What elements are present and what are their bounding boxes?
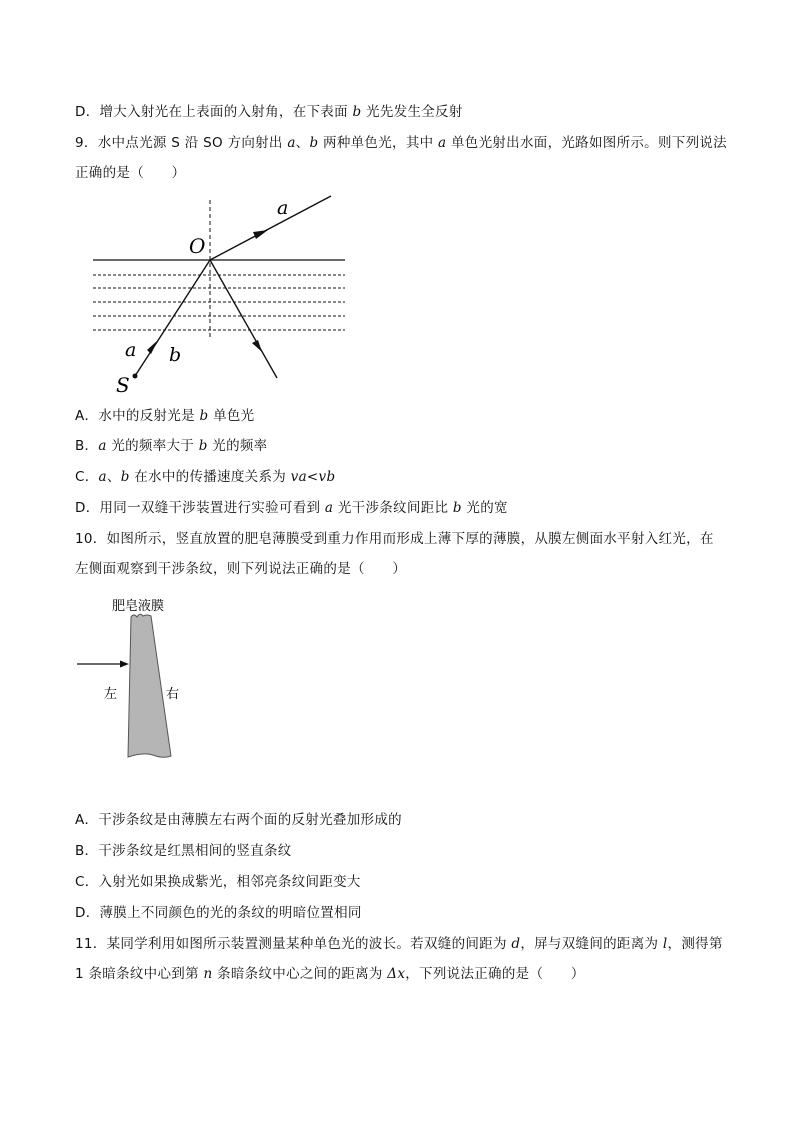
label-right: 右: [166, 687, 180, 702]
var-b: b: [199, 408, 209, 424]
q9-stem-text-end: 单色光射出水面，光路如图所示。则下列说法: [446, 135, 727, 151]
q10-option-a: A．干涉条纹是由薄膜左右两个面的反射光叠加形成的: [75, 812, 402, 828]
q11-stem2-text-end: ，下列说法正确的是（ ）: [405, 966, 585, 982]
q9-option-a-text-end: 单色光: [208, 408, 255, 424]
q10-option-b: B．干涉条纹是红黑相间的竖直条纹: [75, 843, 292, 859]
label-s: S: [116, 373, 130, 397]
arrow-icon: [252, 340, 262, 352]
q11-stem2-text-mid: 条暗条纹中心之间的距离为: [212, 966, 388, 982]
q9-option-c-text: 在水中的传播速度关系为: [129, 469, 291, 485]
soap-film-shape: [128, 614, 171, 757]
point-source-s: [133, 374, 138, 379]
var-va: va: [290, 469, 307, 485]
q10-stem-line1: 10．如图所示，竖直放置的肥皂薄膜受到重力作用而形成上薄下厚的薄膜，从膜左侧面水平射入红光，在: [75, 531, 714, 547]
var-a: a: [287, 135, 296, 151]
var-d: d: [511, 936, 521, 952]
var-a: a: [98, 469, 107, 485]
q9-refraction-figure: [85, 190, 355, 395]
q9-stem-line1: [75, 133, 727, 153]
q9-option-d: [75, 498, 508, 518]
q9-option-c-sep: 、: [106, 469, 121, 485]
q9-option-c: [75, 467, 335, 487]
var-n: n: [203, 966, 213, 982]
q10-soap-film-figure: [75, 592, 215, 772]
q9-option-a: [75, 406, 254, 426]
label-left: 左: [104, 687, 118, 702]
q10-option-c: C．入射光如果换成紫光，相邻亮条纹间距变大: [75, 874, 361, 890]
q9-stem-sep: 、: [295, 135, 310, 151]
label-soap-film: 肥皂液膜: [112, 599, 165, 614]
refracted-ray: [210, 196, 331, 260]
q9-option-d-text: D．用同一双缝干涉装置进行实验可看到: [75, 500, 325, 516]
var-b: b: [309, 135, 319, 151]
var-l: l: [662, 936, 668, 952]
var-b: b: [120, 469, 130, 485]
label-o: O: [189, 234, 206, 258]
q10-stem-line2: 左侧面观察到干涉条纹，则下列说法正确的是（ ）: [75, 561, 407, 577]
var-b: b: [198, 438, 208, 454]
arrow-icon: [120, 661, 129, 668]
q9-option-b: [75, 436, 267, 456]
q9-option-d-text-end: 光的宽: [461, 500, 508, 516]
q9-stem-line2: 正确的是（ ）: [75, 165, 186, 181]
var-b: b: [452, 500, 462, 516]
q11-stem2-text: 1 条暗条纹中心到第: [75, 966, 204, 982]
q9-option-d-text-mid: 光干涉条纹间距比: [333, 500, 453, 516]
var-vb: vb: [318, 469, 336, 485]
q11-stem-text: 11．某同学利用如图所示装置测量某种单色光的波长。若双缝的间距为: [75, 936, 512, 952]
q11-stem-line1: [75, 934, 723, 954]
var-delta-x: Δx: [387, 966, 406, 982]
q9-option-a-text: A．水中的反射光是: [75, 408, 200, 424]
q11-stem-text-mid: ，屏与双缝间的距离为: [520, 936, 663, 952]
q9-option-b-text: 光的频率大于: [106, 438, 199, 454]
q9-stem-text: 9．水中点光源 S 沿 SO 方向射出: [75, 135, 288, 151]
label-b: b: [169, 344, 182, 366]
q8-option-d-text: D．增大入射光在上表面的入射角，在下表面: [75, 104, 353, 120]
less-than-sign: <: [306, 469, 319, 485]
var-a: a: [98, 438, 107, 454]
q8-option-d-text-end: 光先发生全反射: [361, 104, 463, 120]
q11-stem-text-end: ，测得第: [667, 936, 723, 952]
q10-option-d: D．薄膜上不同颜色的光的条纹的明暗位置相同: [75, 905, 362, 921]
arrow-icon: [253, 230, 268, 239]
q9-option-b-text-end: 光的频率: [207, 438, 268, 454]
var-b: b: [352, 104, 362, 120]
var-a: a: [438, 135, 447, 151]
q9-option-c-prefix: C．: [75, 469, 99, 485]
arrow-icon: [147, 340, 158, 354]
label-a-top: a: [277, 197, 289, 219]
label-a-bottom: a: [125, 339, 137, 361]
reflected-ray: [210, 260, 277, 378]
q9-stem-text-mid: 两种单色光，其中: [318, 135, 439, 151]
q8-option-d: [75, 102, 463, 122]
var-a: a: [324, 500, 334, 516]
q11-stem-line2: [75, 964, 585, 984]
q9-option-b-prefix: B．: [75, 438, 99, 454]
